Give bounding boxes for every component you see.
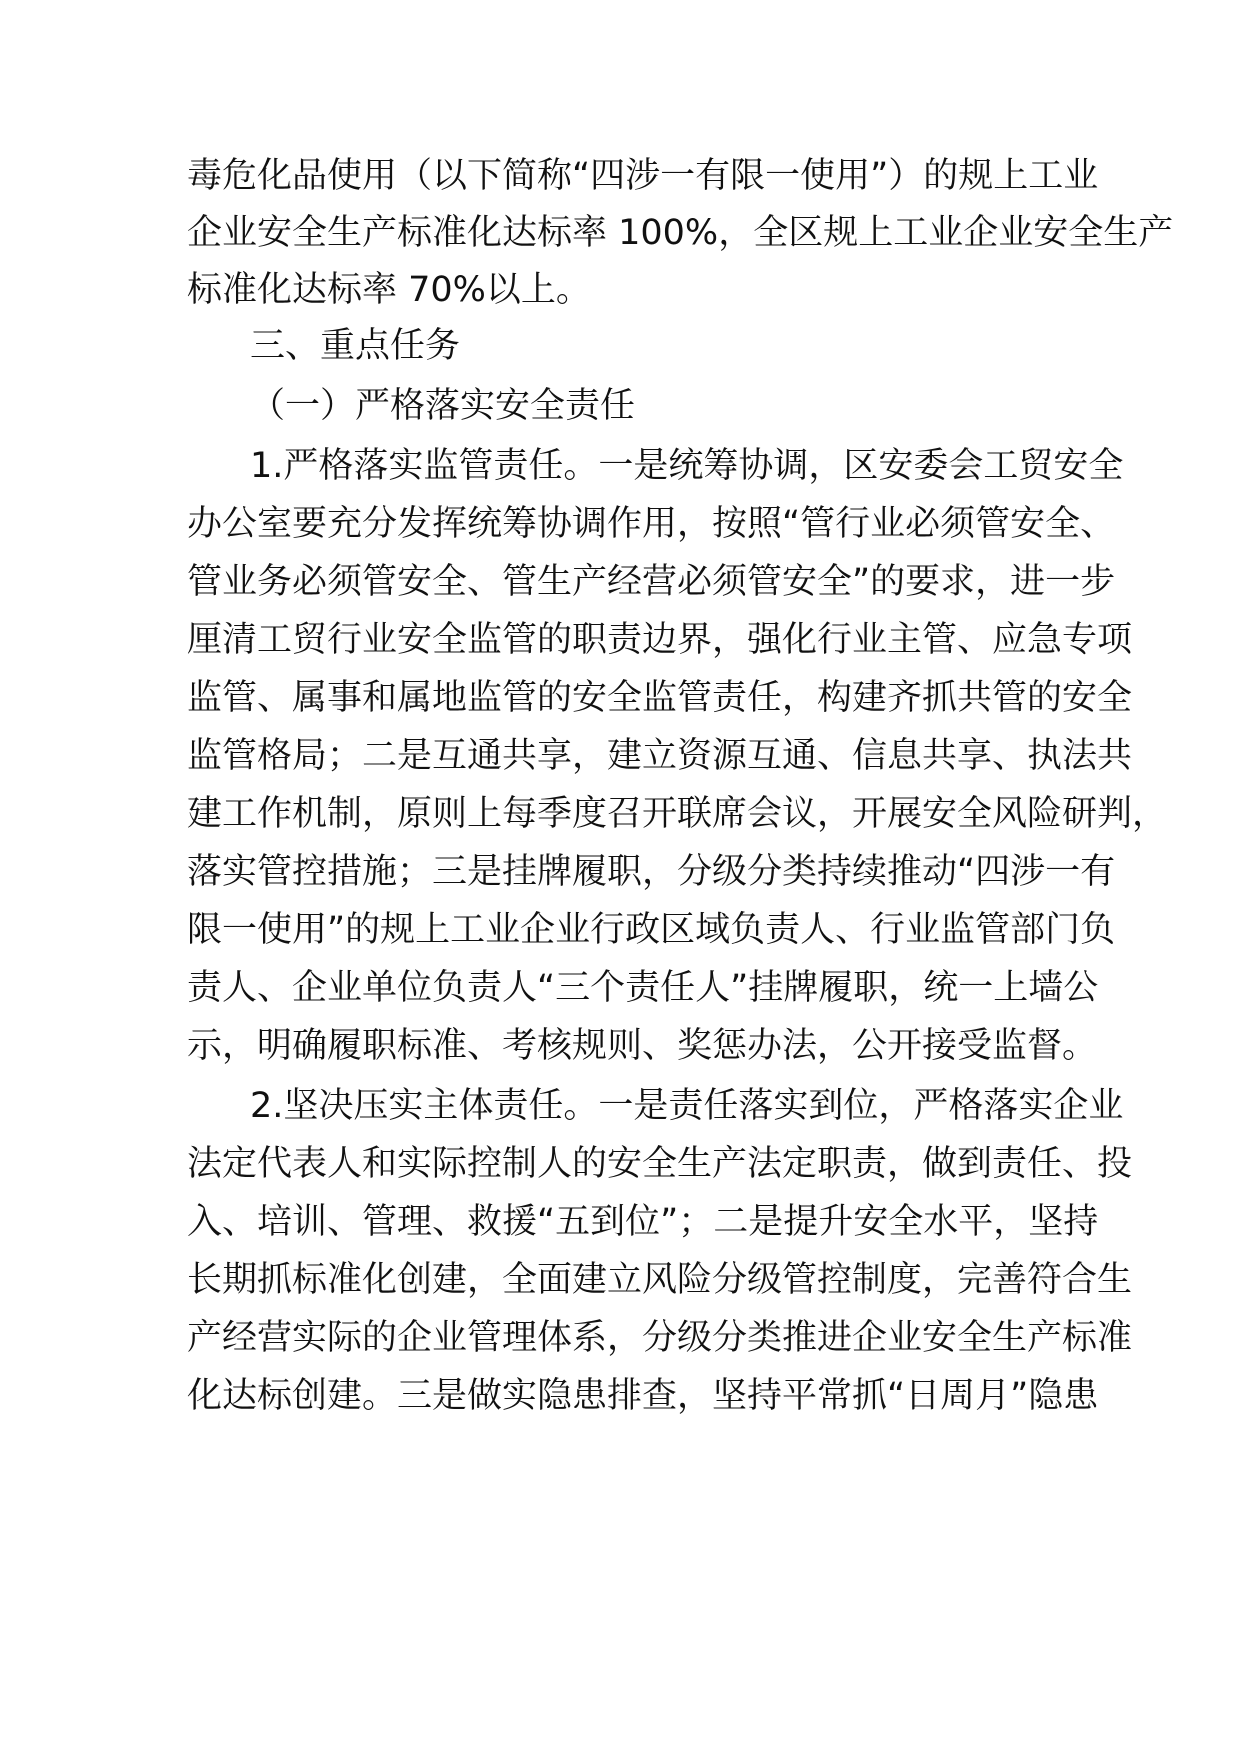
- text-line: 落实管控措施；三是挂牌履职，分级分类持续推动“四涉一有: [187, 852, 1116, 892]
- text-line: 管业务必须管安全、管生产经营必须管安全”的要求，进一步: [187, 562, 1116, 602]
- text-line: 限一使用”的规上工业企业行政区域负责人、行业监管部门负: [187, 910, 1116, 950]
- text-line: 监管、属事和属地监管的安全监管责任，构建齐抓共管的安全: [187, 678, 1133, 718]
- text-line: 监管格局；二是互通共享，建立资源互通、信息共享、执法共: [187, 736, 1133, 776]
- text-line: 1.严格落实监管责任。一是统筹协调，区安委会工贸安全: [250, 446, 1124, 486]
- text-line: 办公室要充分发挥统筹协调作用，按照“管行业必须管安全、: [187, 504, 1116, 544]
- text-line: 2.坚决压实主体责任。一是责任落实到位，严格落实企业: [250, 1086, 1124, 1126]
- text-line: 法定代表人和实际控制人的安全生产法定职责，做到责任、投: [187, 1144, 1133, 1184]
- text-line: 产经营实际的企业管理体系，分级分类推进企业安全生产标准: [187, 1318, 1133, 1358]
- text-line: 责人、企业单位负责人“三个责任人”挂牌履职，统一上墙公: [187, 968, 1099, 1008]
- text-line: 标准化达标率 70%以上。: [187, 270, 591, 310]
- text-line: 企业安全生产标准化达标率 100%，全区规上工业企业安全生产: [187, 213, 1174, 253]
- text-line: 示，明确履职标准、考核规则、奖惩办法，公开接受监督。: [187, 1026, 1098, 1066]
- text-line: 化达标创建。三是做实隐患排查，坚持平常抓“日周月”隐患: [187, 1376, 1099, 1416]
- text-line: 长期抓标准化创建，全面建立风险分级管控制度，完善符合生: [187, 1260, 1133, 1300]
- section-heading: 三、重点任务: [250, 326, 461, 366]
- text-line: 厘清工贸行业安全监管的职责边界，强化行业主管、应急专项: [187, 620, 1133, 660]
- text-line: 建工作机制，原则上每季度召开联席会议，开展安全风险研判，: [187, 794, 1168, 834]
- text-line: 入、培训、管理、救援“五到位”；二是提升安全水平，坚持: [187, 1202, 1099, 1242]
- text-line: 毒危化品使用（以下简称“四涉一有限一使用”）的规上工业: [187, 156, 1099, 196]
- subsection-heading: （一）严格落实安全责任: [250, 386, 636, 426]
